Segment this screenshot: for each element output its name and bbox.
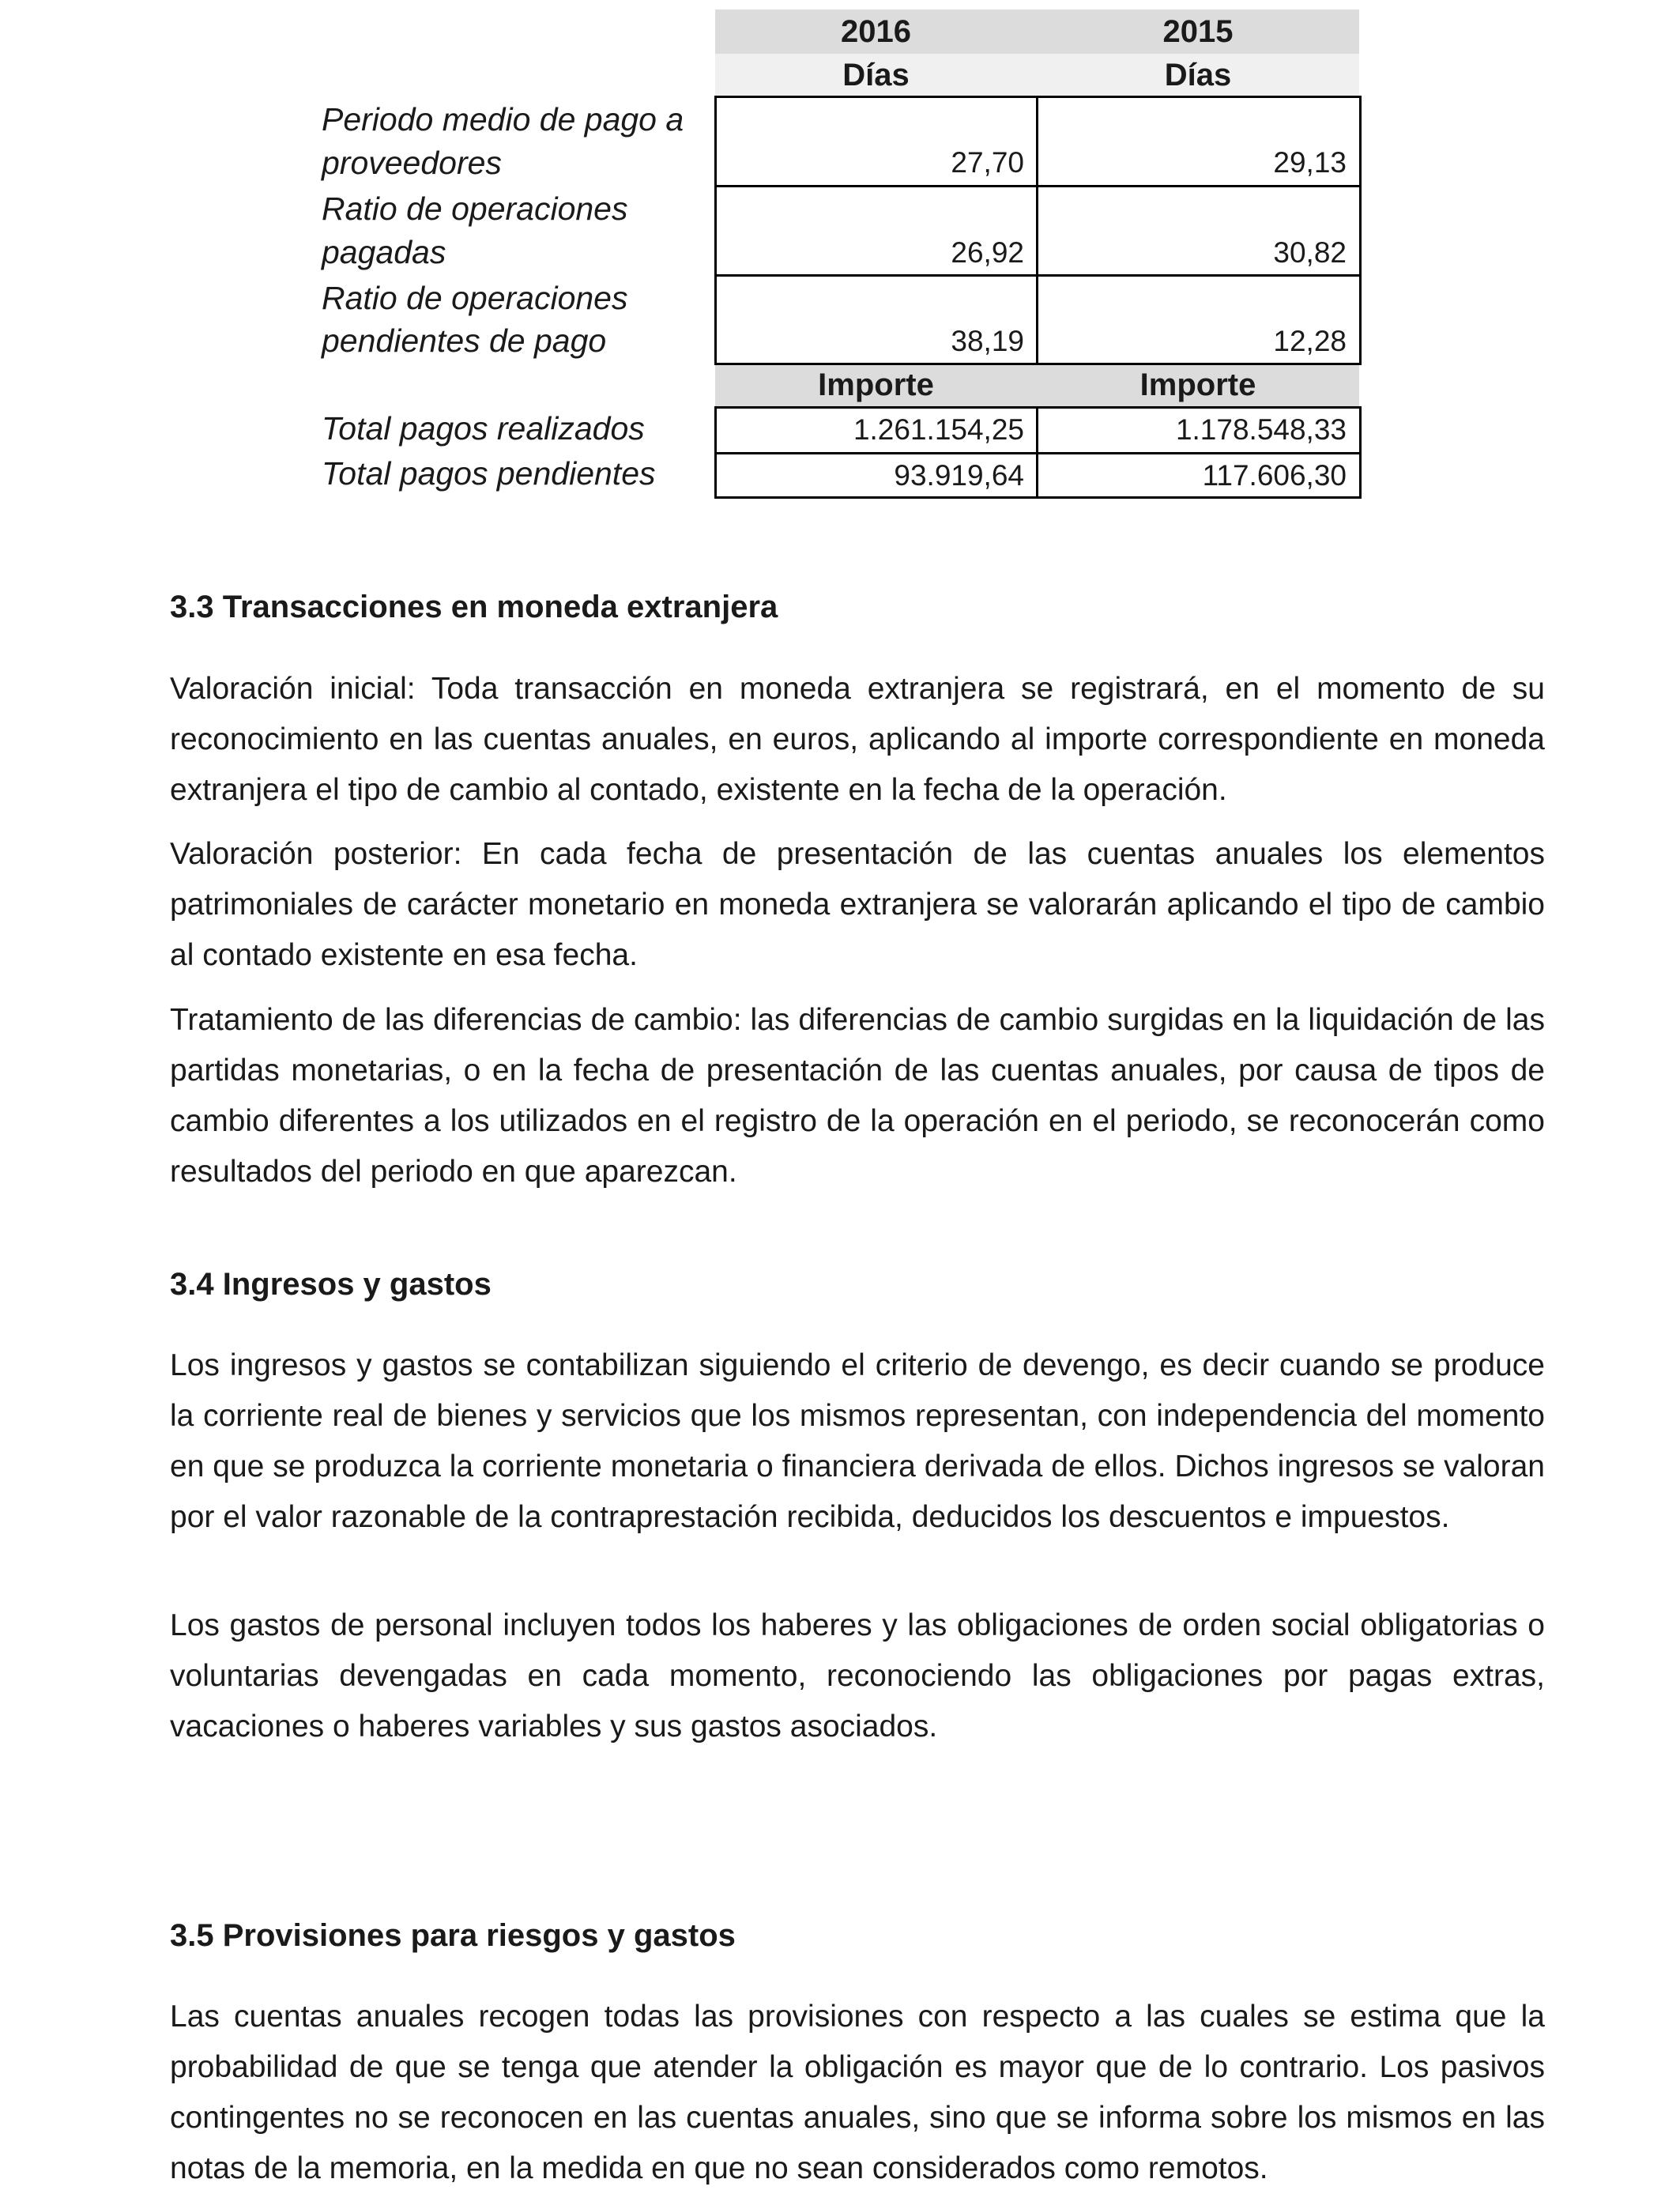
table-border-line [1036,96,1038,365]
value-total-pendientes-2016: 93.919,64 [894,459,1024,492]
value-total-realizados-2015: 1.178.548,33 [1175,413,1347,446]
table-border-line [715,363,1362,365]
row-label-total-pendientes: Total pagos pendientes [322,455,656,492]
row-label-ratio-pagadas-line1: Ratio de operaciones [322,190,628,227]
value-total-pendientes-2015: 117.606,30 [1202,459,1347,492]
table-border-line [1359,406,1362,499]
table-border-line [1359,96,1362,365]
paragraph-diferencias-cambio: Tratamiento de las diferencias de cambio: las diferencias de cambio surgidas en la liquidación de las partidas monetarias, o en la fecha de presentación de las cuentas anuales, por causa de tipos de cambio diferentes a los utilizados en el registro de la operación en el periodo, se reconocerán como resultados del periodo en que aparezcan. [170,1003,1545,1189]
header-unit-amount-2015: Importe [1037,364,1359,406]
section-title-3-3: 3.3 Transacciones en moneda extranjera [170,590,778,624]
table-border-line [715,185,1362,187]
value-periodo-medio-2016: 27,70 [951,146,1024,179]
table-border-line [1036,406,1038,499]
header-unit-amount-2016: Importe [715,364,1037,406]
table-border-line [714,96,717,365]
paragraph-ingresos-gastos: Los ingresos y gastos se contabilizan siguiendo el criterio de devengo, es decir cuando se produce la corriente real de bienes y servicios que los mismos representan, con independencia del momento en que se produzca la corriente monetaria o financiera derivada de ellos. Dichos ingresos se valoran por el valor razonable de la contraprestación recibida, deducidos los descuentos e impuestos. [170,1348,1545,1534]
value-periodo-medio-2015: 29,13 [1273,146,1347,179]
paragraph-gastos-personal: Los gastos de personal incluyen todos los haberes y las obligaciones de orden social obligatorias o voluntarias devengadas en cada momento, reconociendo las obligaciones por pagas extras, vacaciones o haberes variables y sus gastos asociados. [170,1608,1545,1744]
row-label-periodo-medio-line1: Periodo medio de pago a [322,101,684,138]
row-label-ratio-pendientes-line1: Ratio de operaciones [322,280,628,316]
row-label-total-realizados: Total pagos realizados [322,410,645,447]
section-title-3-4: 3.4 Ingresos y gastos [170,1267,492,1302]
header-unit-days-2015: Días [1037,54,1359,96]
table-border-line [714,406,717,499]
table-border-line [715,406,1362,409]
value-ratio-pendientes-2016: 38,19 [951,325,1024,357]
value-ratio-pagadas-2016: 26,92 [951,236,1024,269]
value-ratio-pagadas-2015: 30,82 [1273,236,1347,269]
table-border-line [715,452,1362,454]
table-border-line [715,274,1362,277]
paragraph-valoracion-inicial: Valoración inicial: Toda transacción en moneda extranjera se registrará, en el momento de su reconocimiento en las cuentas anuales, en euros, aplicando al importe correspondiente en moneda extranjera el tipo de cambio al contado, existente en la fecha de la operación. [170,672,1545,807]
header-year-2015: 2015 [1037,9,1359,54]
section-title-3-5: 3.5 Provisiones para riesgos y gastos [170,1918,736,1953]
table-border-line [715,496,1362,499]
row-label-ratio-pagadas-line2: pagadas [322,234,446,270]
value-ratio-pendientes-2015: 12,28 [1273,325,1347,357]
row-label-periodo-medio-line2: proveedores [322,145,502,181]
table-border-line [715,96,1362,98]
header-unit-days-2016: Días [715,54,1037,96]
paragraph-provisiones: Las cuentas anuales recogen todas las provisiones con respecto a las cuales se estima que la probabilidad de que se tenga que atender la obligación es mayor que de lo contrario. Los pasivos contingentes no se reconocen en las cuentas anuales, sino que se informa sobre los mismos en las notas de la memoria, en la medida en que no sean considerados como remotos. [170,2000,1545,2185]
row-label-ratio-pendientes-line2: pendientes de pago [322,322,607,359]
value-total-realizados-2016: 1.261.154,25 [853,413,1024,446]
paragraph-valoracion-posterior: Valoración posterior: En cada fecha de presentación de las cuentas anuales los elementos patrimoniales de carácter monetario en moneda extranjera se valorarán aplicando el tipo de cambio al contado existente en esa fecha. [170,837,1545,972]
header-year-2016: 2016 [715,9,1037,54]
